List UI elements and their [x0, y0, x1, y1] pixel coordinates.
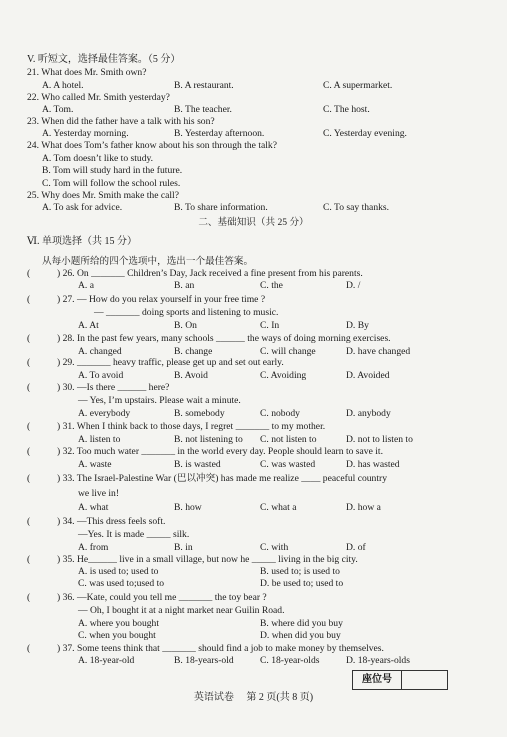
q33-stem: ) 33. The Israel-Palestine War (巴以冲突) has made me realize ____ peaceful country [57, 473, 387, 484]
q26-option-a: A. a [78, 280, 94, 291]
q33-option-c: C. what a [260, 502, 297, 513]
q36-stem: ) 36. —Kate, could you tell me _______ the toy bear ? [57, 592, 267, 603]
q32-stem: ) 32. Too much water _______ in the world every day. People should learn to save it. [57, 446, 383, 457]
q29-answer-paren: ( [27, 357, 31, 368]
q27-answer-paren: ( [27, 294, 31, 305]
q31-option-b: B. not listening to [174, 434, 243, 445]
q30-answer-paren: ( [27, 382, 31, 393]
q31-stem: ) 31. When I think back to those days, I regret _______ to my mother. [57, 421, 326, 432]
single-choice-instruction: 从每小题所给的四个选项中，选出一个最佳答案。 [42, 256, 254, 267]
q26-answer-paren: ( [27, 268, 31, 279]
q35-option-c: C. was used to;used to [78, 578, 165, 589]
q29-option-a: A. To avoid [78, 370, 124, 381]
q26-option-b: B. an [174, 280, 195, 291]
q31-option-c: C. not listen to [260, 434, 317, 445]
q27-option-b: B. On [174, 320, 197, 331]
q28-option-d: D. have changed [346, 346, 411, 357]
q28-stem: ) 28. In the past few years, many schools ______ the ways of doing morning exercises. [57, 333, 391, 344]
q24-stem: 24. What does Tom’s father know about his son through the talk? [27, 140, 277, 151]
q36-answer-paren: ( [27, 592, 31, 603]
single-choice-heading: Ⅵ. 单项选择（共 15 分） [27, 236, 138, 247]
q29-stem: ) 29. _______ heavy traffic, please get up and set out early. [57, 357, 284, 368]
q32-option-a: A. waste [78, 459, 112, 470]
q24-option-a: A. Tom doesn’t like to study. [42, 153, 154, 164]
q26-stem: ) 26. On _______ Children’s Day, Jack received a fine present from his parents. [57, 268, 363, 279]
q36-option-a: A. where you bought [78, 618, 159, 629]
q28-option-b: B. change [174, 346, 213, 357]
q34-option-a: A. from [78, 542, 109, 553]
q27-option-c: C. In [260, 320, 280, 331]
q21-option-a: A. A hotel. [42, 80, 84, 91]
q21-option-b: B. A restaurant. [174, 80, 234, 91]
q30-option-c: C. nobody [260, 408, 300, 419]
q26-option-d: D. / [346, 280, 361, 291]
q37-option-c: C. 18-year-olds [260, 655, 320, 666]
q30-stem-reply: — Yes, I’m upstairs. Please wait a minute. [78, 395, 241, 406]
q21-option-c: C. A supermarket. [323, 80, 393, 91]
q27-option-d: D. By [346, 320, 369, 331]
q34-stem-reply: —Yes. It is made _____ silk. [78, 529, 190, 540]
q28-option-c: C. will change [260, 346, 316, 357]
q23-option-b: B. Yesterday afternoon. [174, 128, 265, 139]
q32-option-c: C. was wasted [260, 459, 316, 470]
q30-option-b: B. somebody [174, 408, 225, 419]
q22-option-b: B. The teacher. [174, 104, 232, 115]
q25-option-b: B. To share information. [174, 202, 268, 213]
q31-answer-paren: ( [27, 421, 31, 432]
q25-option-c: C. To say thanks. [323, 202, 390, 213]
q21-stem: 21. What does Mr. Smith own? [27, 67, 147, 78]
q37-option-d: D. 18-years-olds [346, 655, 410, 666]
q33-stem-continued: we live in! [78, 488, 120, 499]
q36-option-c: C. when you bought [78, 630, 156, 641]
q31-option-d: D. not to listen to [346, 434, 413, 445]
q28-answer-paren: ( [27, 333, 31, 344]
q29-option-d: D. Avoided [346, 370, 390, 381]
q33-option-d: D. how a [346, 502, 381, 513]
q27-option-a: A. At [78, 320, 99, 331]
part2-heading: 二、基础知识（共 25 分） [198, 217, 309, 228]
q30-stem: ) 30. —Is there ______ here? [57, 382, 170, 393]
q33-answer-paren: ( [27, 473, 31, 484]
q34-option-c: C. with [260, 542, 289, 553]
q26-option-c: C. the [260, 280, 283, 291]
q33-option-a: A. what [78, 502, 109, 513]
page-footer: 英语试卷 第 2 页(共 8 页) [193, 692, 314, 703]
q24-option-b: B. Tom will study hard in the future. [42, 165, 183, 176]
q36-option-b: B. where did you buy [260, 618, 343, 629]
listening-heading: V. 听短文，选择最佳答案。（5 分） [27, 54, 181, 65]
q28-option-a: A. changed [78, 346, 122, 357]
q34-option-b: B. in [174, 542, 193, 553]
seat-number-label: 座位号 [353, 671, 402, 689]
q34-stem: ) 34. —This dress feels soft. [57, 516, 166, 527]
q35-stem: ) 35. He______ live in a small village, but now he _____ living in the big city. [57, 554, 358, 565]
q29-option-c: C. Avoiding [260, 370, 307, 381]
q34-answer-paren: ( [27, 516, 31, 527]
q37-answer-paren: ( [27, 643, 31, 654]
q35-option-a: A. is used to; used to [78, 566, 159, 577]
q37-stem: ) 37. Some teens think that _______ should find a job to make money by themselves. [57, 643, 384, 654]
q22-stem: 22. Who called Mr. Smith yesterday? [27, 92, 170, 103]
q29-option-b: B. Avoid [174, 370, 208, 381]
q30-option-a: A. everybody [78, 408, 131, 419]
q31-option-a: A. listen to [78, 434, 121, 445]
q32-option-d: D. has wasted [346, 459, 400, 470]
q23-stem: 23. When did the father have a talk with his son? [27, 116, 215, 127]
q22-option-c: C. The host. [323, 104, 370, 115]
q27-stem-reply: — _______ doing sports and listening to music. [94, 307, 279, 318]
q32-option-b: B. is wasted [174, 459, 221, 470]
q33-option-b: B. how [174, 502, 202, 513]
q36-stem-reply: — Oh, I bought it at a night market near Guilin Road. [78, 605, 285, 616]
q37-option-a: A. 18-year-old [78, 655, 135, 666]
q30-option-d: D. anybody [346, 408, 391, 419]
q22-option-a: A. Tom. [42, 104, 74, 115]
q35-option-d: D. be used to; used to [260, 578, 344, 589]
q24-option-c: C. Tom will follow the school rules. [42, 178, 181, 189]
q23-option-a: A. Yesterday morning. [42, 128, 129, 139]
q37-option-b: B. 18-years-old [174, 655, 234, 666]
q32-answer-paren: ( [27, 446, 31, 457]
q27-stem: ) 27. — How do you relax yourself in your free time ? [57, 294, 266, 305]
q35-answer-paren: ( [27, 554, 31, 565]
q34-option-d: D. of [346, 542, 366, 553]
q35-option-b: B. used to; is used to [260, 566, 340, 577]
q25-option-a: A. To ask for advice. [42, 202, 123, 213]
q25-stem: 25. Why does Mr. Smith make the call? [27, 190, 179, 201]
seat-number-box[interactable] [352, 670, 448, 690]
q36-option-d: D. when did you buy [260, 630, 341, 641]
q23-option-c: C. Yesterday evening. [323, 128, 407, 139]
